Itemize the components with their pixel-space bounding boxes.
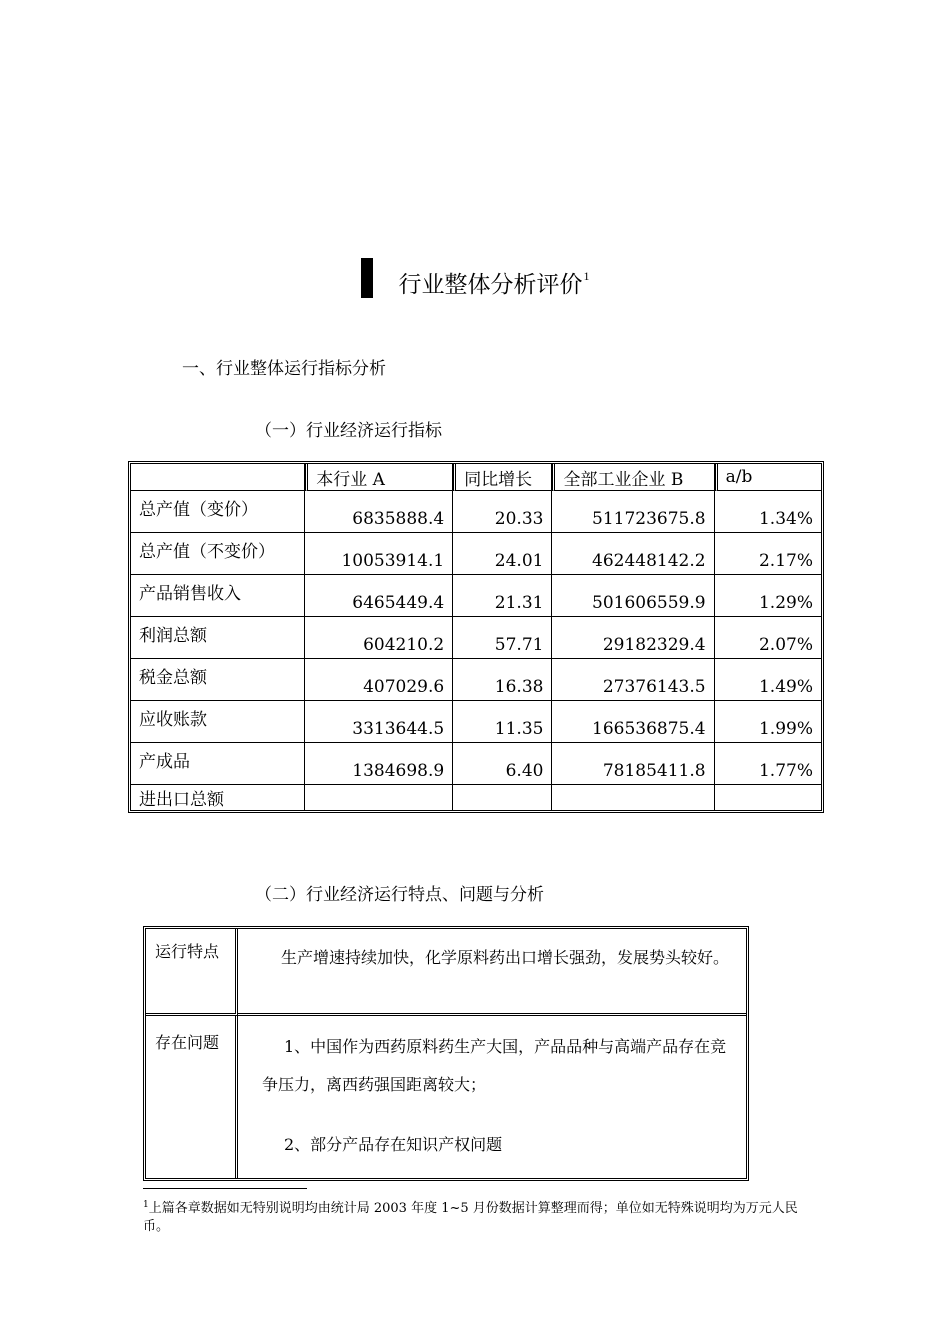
cell-industry-a: 604210.2 <box>305 617 453 659</box>
cell-ratio: 1.49% <box>715 659 821 701</box>
table-row <box>131 533 821 575</box>
footnote-reference[interactable]: 1 <box>583 269 590 283</box>
cell-ratio <box>715 785 821 810</box>
analysis-table <box>143 926 749 1181</box>
cell-industry-a: 10053914.1 <box>305 533 453 575</box>
cell-industry-a: 6465449.4 <box>305 575 453 617</box>
cell-industry-a: 3313644.5 <box>305 701 453 743</box>
row-label: 产成品 <box>131 743 305 785</box>
footnote-text: 上篇各章数据如无特别说明均由统计局 2003 年度 1~5 月份数据计算整理而得；单位如无特殊说明均为万元人民币。 <box>143 1201 798 1234</box>
problem-item: 2、部分产品存在知识产权问题 <box>284 1135 503 1154</box>
problems-label: 存在问题 <box>146 1016 238 1178</box>
indicators-table <box>128 461 824 813</box>
cell-growth: 57.71 <box>453 617 552 659</box>
cell-ratio: 2.07% <box>715 617 821 659</box>
cell-growth: 24.01 <box>453 533 552 575</box>
cell-all-industry-b: 27376143.5 <box>552 659 714 701</box>
cell-all-industry-b: 511723675.8 <box>552 491 714 533</box>
header-all-industry-b: 全部工业企业 B <box>552 464 714 491</box>
table-row <box>131 617 821 659</box>
cell-all-industry-b: 78185411.8 <box>552 743 714 785</box>
cell-ratio: 2.17% <box>715 533 821 575</box>
footnote <box>143 1196 823 1236</box>
chapter-title: 行业整体分析评价$^1$ <box>398 269 590 298</box>
cell-all-industry-b <box>552 785 714 810</box>
cell-ratio: 1.99% <box>715 701 821 743</box>
analysis-row-characteristics <box>146 929 746 1016</box>
problems-content <box>238 1016 746 1178</box>
table-row <box>131 785 821 810</box>
cell-industry-a: 6835888.4 <box>305 491 453 533</box>
header-ratio: a/b <box>715 464 821 491</box>
footnote-mark: 1 <box>143 1200 149 1210</box>
subsection-heading-indicators: （一）行业经济运行指标 <box>255 421 442 441</box>
cell-ratio: 1.77% <box>715 743 821 785</box>
cell-all-industry-b: 501606559.9 <box>552 575 714 617</box>
table-header-row <box>131 464 821 491</box>
cell-industry-a: 1384698.9 <box>305 743 453 785</box>
section-heading: 一、行业整体运行指标分析 <box>182 359 386 379</box>
analysis-row-problems <box>146 1016 746 1178</box>
cell-growth: 20.33 <box>453 491 552 533</box>
chapter-number-mark <box>361 258 373 298</box>
subsection-heading-analysis: （二）行业经济运行特点、问题与分析 <box>255 885 544 905</box>
header-industry-a: 本行业 A <box>305 464 453 491</box>
chapter-heading <box>0 258 950 300</box>
header-yoy-growth: 同比增长 <box>453 464 552 491</box>
row-label: 应收账款 <box>131 701 305 743</box>
footnote-divider <box>143 1188 307 1189</box>
row-label: 税金总额 <box>131 659 305 701</box>
cell-industry-a <box>305 785 453 810</box>
cell-growth: 6.40 <box>453 743 552 785</box>
cell-ratio: 1.34% <box>715 491 821 533</box>
table-row <box>131 575 821 617</box>
cell-ratio: 1.29% <box>715 575 821 617</box>
cell-growth: 21.31 <box>453 575 552 617</box>
header-corner <box>131 464 305 491</box>
cell-all-industry-b: 166536875.4 <box>552 701 714 743</box>
table-row <box>131 701 821 743</box>
table-row <box>131 659 821 701</box>
row-label: 总产值（不变价） <box>131 533 305 575</box>
table-row <box>131 743 821 785</box>
characteristics-text: 生产增速持续加快，化学原料药出口增长强劲，发展势头较好。 <box>238 929 746 1016</box>
characteristics-label: 运行特点 <box>146 929 238 1016</box>
row-label: 利润总额 <box>131 617 305 659</box>
cell-growth: 11.35 <box>453 701 552 743</box>
cell-all-industry-b: 462448142.2 <box>552 533 714 575</box>
table-row <box>131 491 821 533</box>
cell-growth <box>453 785 552 810</box>
cell-growth: 16.38 <box>453 659 552 701</box>
problem-item: 1、中国作为西药原料药生产大国，产品品种与高端产品存在竞争压力，离西药强国距离较大； <box>262 1037 727 1094</box>
row-label: 总产值（变价） <box>131 491 305 533</box>
cell-all-industry-b: 29182329.4 <box>552 617 714 659</box>
cell-industry-a: 407029.6 <box>305 659 453 701</box>
row-label: 进出口总额 <box>131 785 305 810</box>
row-label: 产品销售收入 <box>131 575 305 617</box>
